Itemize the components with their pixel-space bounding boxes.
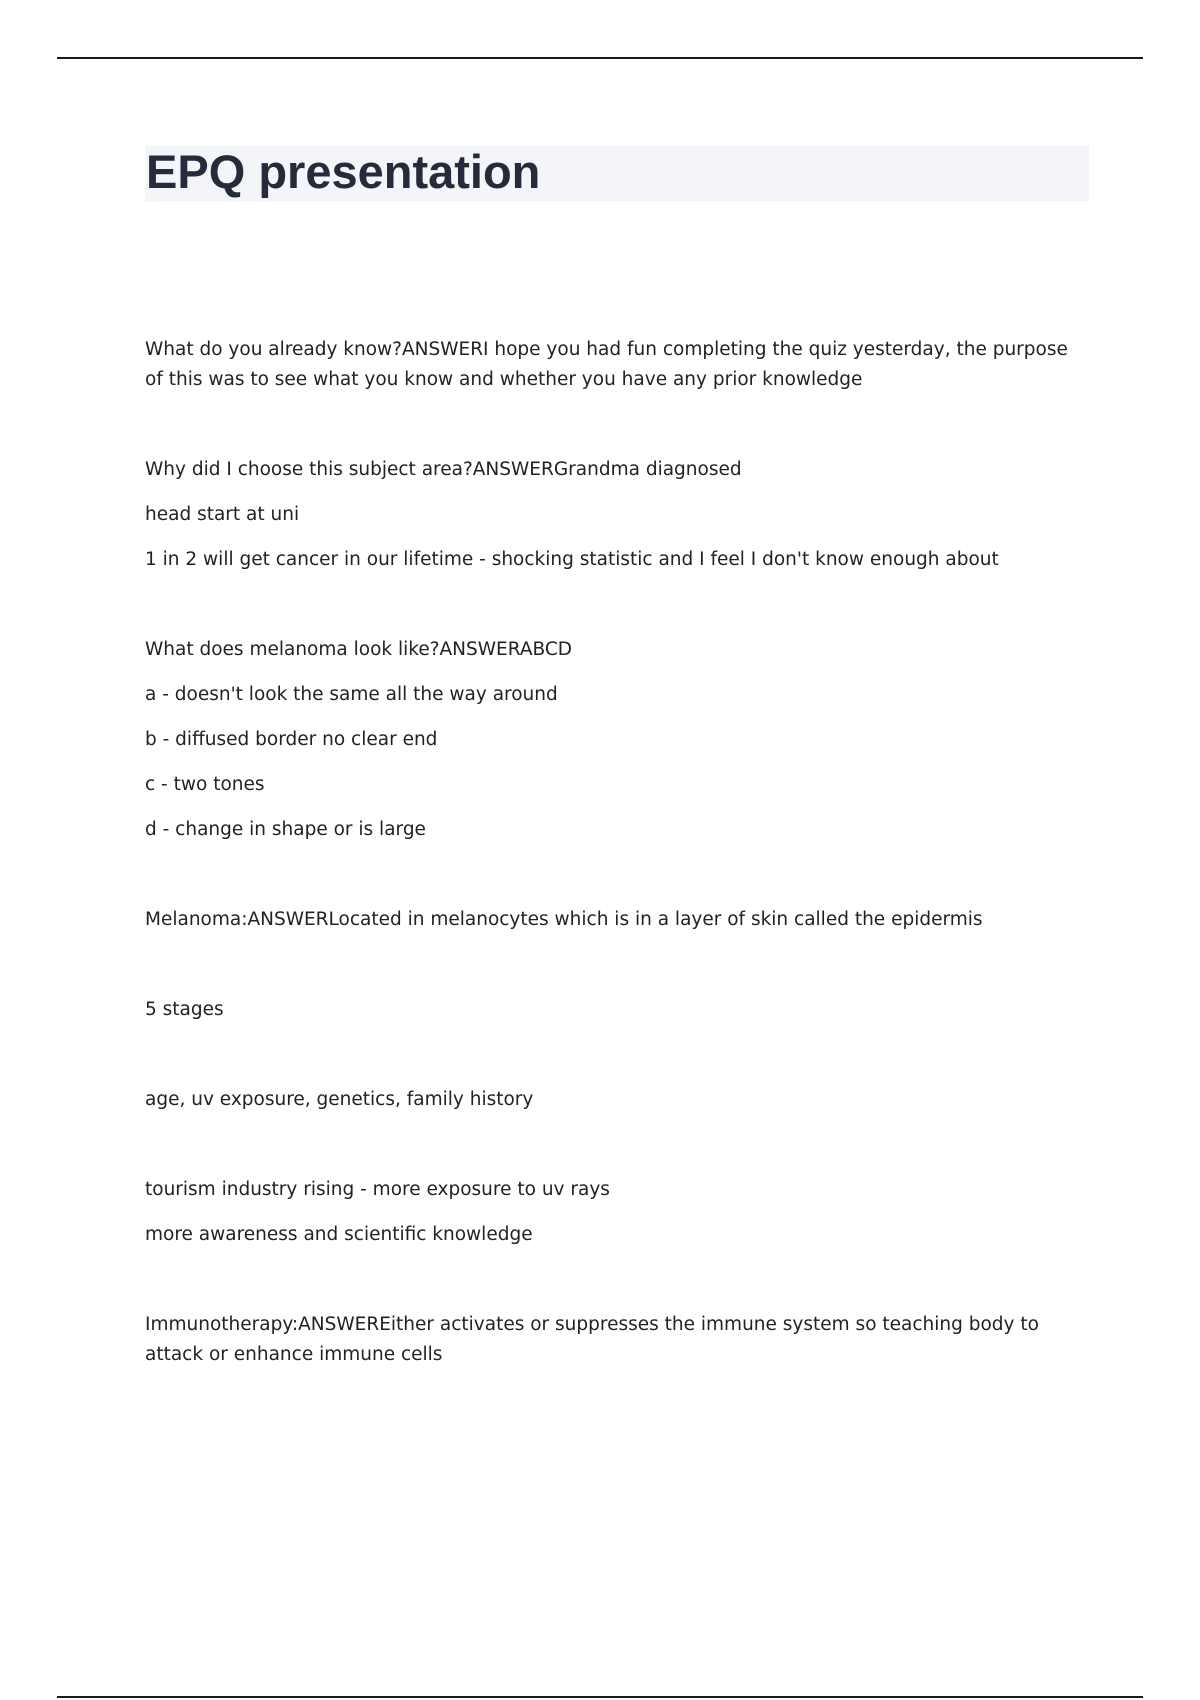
text-line: c - two tones: [145, 774, 265, 795]
qa-entry: [145, 995, 1090, 1025]
text-line: b - diffused border no clear end: [145, 729, 438, 750]
qa-entry: [145, 635, 1090, 845]
text-line: d - change in shape or is large: [145, 819, 426, 840]
text-line: more awareness and scientific knowledge: [145, 1224, 533, 1245]
text-line: 1 in 2 will get cancer in our lifetime - shocking statistic and I feel I don't know enough about: [145, 549, 999, 570]
text-line: Immunotherapy:ANSWEREither activates or suppresses the immune system so teaching body to attack or enhance immune cells: [145, 1314, 1039, 1365]
top-rule: [57, 57, 1143, 59]
text-line: 5 stages: [145, 999, 224, 1020]
text-line: What does melanoma look like?ANSWERABCD: [145, 639, 573, 660]
text-line: Melanoma:ANSWERLocated in melanocytes which is in a layer of skin called the epidermis: [145, 909, 983, 930]
qa-entry: [145, 1085, 1090, 1115]
qa-entry: [145, 455, 1090, 575]
qa-entry: [145, 1310, 1090, 1370]
qa-entry: [145, 335, 1090, 395]
text-line: tourism industry rising - more exposure to uv rays: [145, 1179, 610, 1200]
text-line: Why did I choose this subject area?ANSWERGrandma diagnosed: [145, 459, 742, 480]
qa-entry: [145, 1175, 1090, 1250]
page-title: EPQ presentation: [146, 145, 541, 198]
text-line: head start at uni: [145, 504, 300, 525]
text-line: age, uv exposure, genetics, family history: [145, 1089, 534, 1110]
document-body: [145, 335, 1090, 1370]
text-line: What do you already know?ANSWERI hope you had fun completing the quiz yesterday, the purpose of this was to see what you know and whether you have any prior knowledge: [145, 339, 1068, 390]
bottom-rule: [57, 1696, 1143, 1698]
qa-entry: [145, 905, 1090, 935]
text-line: a - doesn't look the same all the way around: [145, 684, 558, 705]
